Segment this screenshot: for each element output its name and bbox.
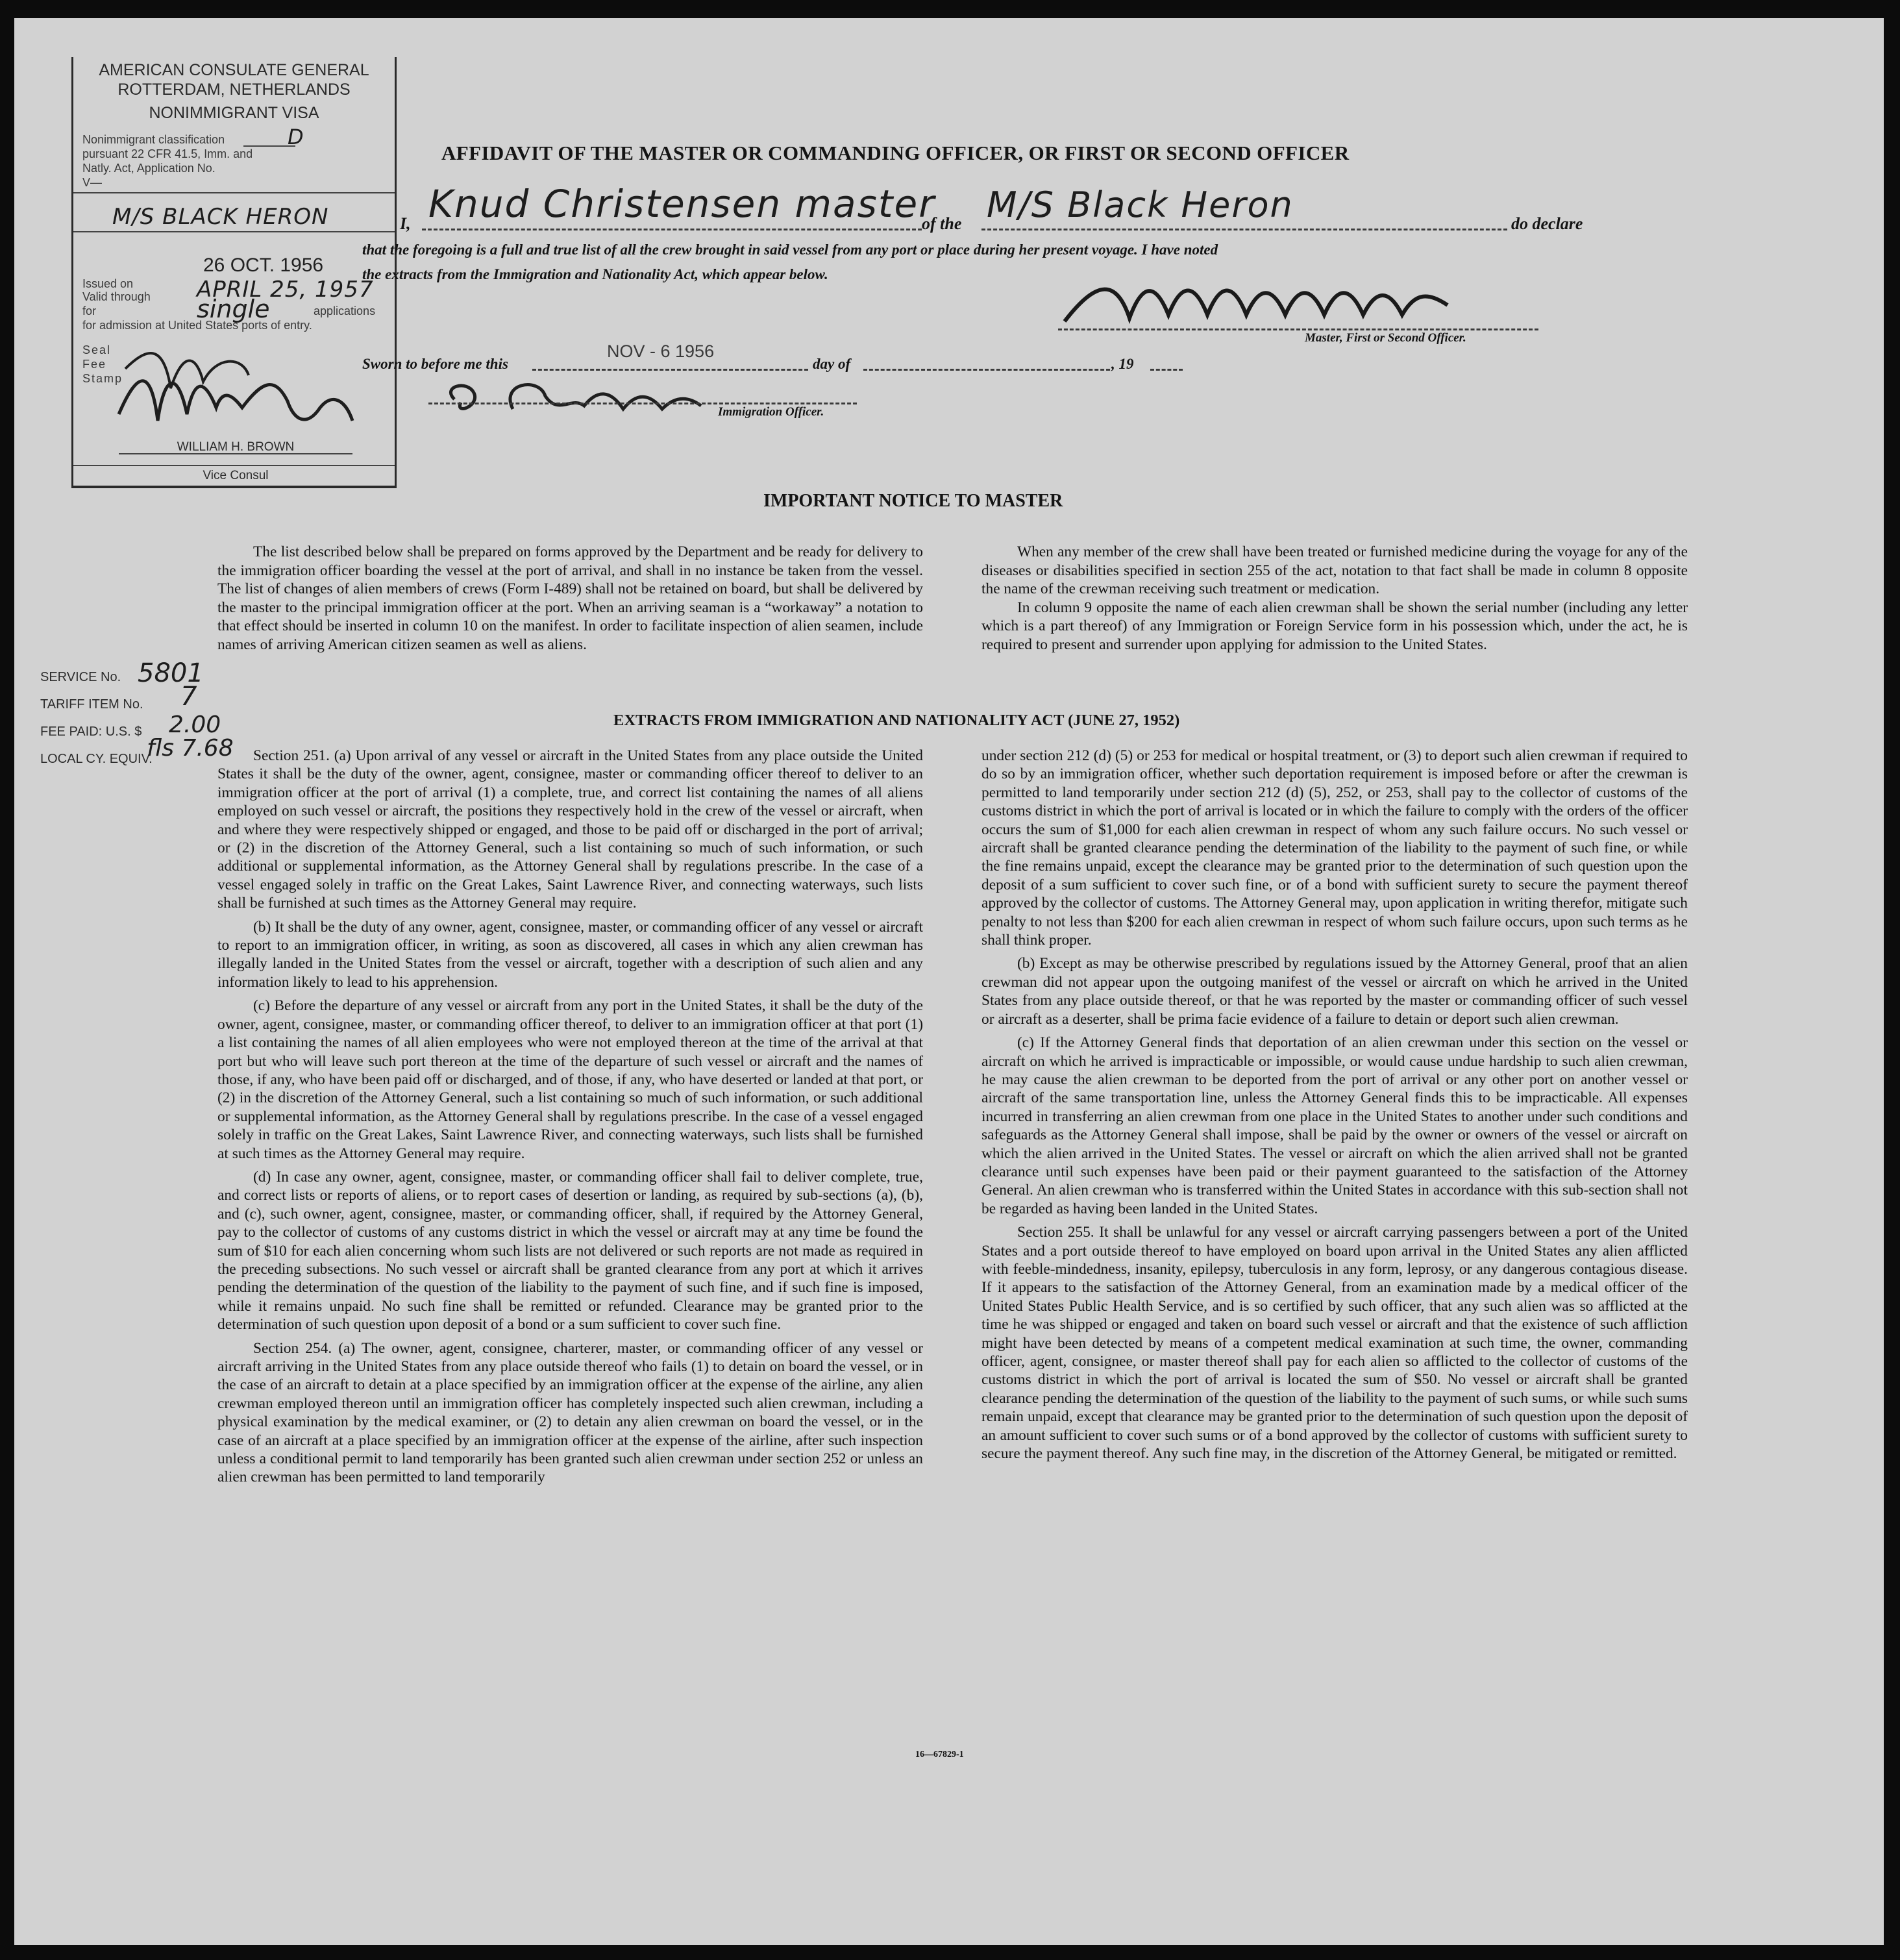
notice-right-paragraph-2: In column 9 opposite the name of each alien crewman shall be shown the serial number (including any letter which is a part thereof) of any Immigration or Foreign Service form in his possession which, under the act, he is required to present and surrender upon applying for admission to the United States. — [981, 599, 1688, 653]
extracts-heading: EXTRACTS FROM IMMIGRATION AND NATIONALITY ACT (JUNE 27, 1952) — [613, 712, 1180, 729]
stamp-consul-title: Vice Consul — [203, 469, 269, 482]
day-of-label: day of — [813, 356, 851, 372]
notice-left-column — [217, 543, 923, 654]
section-251-c: (c) Before the departure of any vessel or aircraft from any port in the United States, it shall be the duty of the owner, agent, consignee, master, or commanding officer thereof, to deliver to an immigration officer at that port (1) a list containing the names of all alien employees who were not employed thereon at the time of the arrival at that port but who will leave such port thereon at the time of the departure of such vessel or aircraft and the names of those, if any, who have been paid off or discharged, and of those, if any, who have deserted or landed at that port, or (2) in the discretion of the Attorney General, such a list containing so much of such information, or such additional or supplemental information, as the Attorney General shall by regulations prescribe. In the case of a vessel engaged solely in traffic on the Great Lakes, Saint Lawrence River, and connecting waterways, such lists shall be furnished at such times as the Attorney General may require. — [217, 997, 923, 1162]
stamp-vessel-name: M/S BLACK HERON — [112, 204, 329, 230]
stamp-consul-name: WILLIAM H. BROWN — [177, 440, 295, 454]
stamp-city-line: ROTTERDAM, NETHERLANDS — [117, 81, 351, 99]
affidavit-of-the: of the — [922, 214, 962, 233]
stamp-v-line: V— — [82, 176, 103, 189]
stamp-bottom-rule — [73, 465, 395, 466]
month-line — [863, 369, 1110, 371]
stamp-seal-label: Seal — [82, 343, 112, 356]
master-label: Master, First or Second Officer. — [1305, 331, 1466, 345]
consulate-visa-stamp — [71, 57, 397, 488]
declarant-line — [422, 229, 922, 230]
vessel-handwriting: M/S Black Heron — [987, 184, 1294, 225]
section-254-a-continued: under section 212 (d) (5) or 253 for medical or hospital treatment, or (3) to deport such alien crewman if required to do so by an immigration officer, whether such deportation requirement is imposed before or after the crewman is permitted to land temporarily under section 212 (d) (5), 252, or 253, shall pay to the collector of customs of the customs district in which the port of arrival is located or in which the failure to comply with the orders of the officer occurs the sum of $1,000 for each alien crewman in respect of whom any such failure occurs. No such vessel or aircraft shall be granted clearance pending the determination of the liability to the payment of such fine, or while the fine remains unpaid, except the clearance may be granted prior to the determination of such question upon the deposit of a sum sufficient to cover such fine, or of a bond with sufficient surety to secure the payment thereof approved by the collector of customs. The Attorney General may, upon application in writing therefor, mitigate such penalty to not less than $200 for each alien crewman in respect of whom such failure occurs, upon such terms as he shall think proper. — [981, 747, 1688, 949]
notice-right-column — [981, 543, 1688, 654]
year-line — [1150, 369, 1183, 371]
local-currency-label: LOCAL CY. EQUIV. — [40, 752, 153, 766]
stamp-vessel-rule — [73, 231, 395, 232]
stamp-for-value: single — [197, 295, 270, 323]
stamp-divider — [73, 192, 395, 193]
stamp-issued-label: Issued on — [82, 277, 134, 290]
local-currency-value: fls 7.68 — [147, 735, 234, 762]
stamp-pursuant-line: pursuant 22 CFR 41.5, Imm. and — [82, 147, 253, 160]
declarant-handwriting: Knud Christensen master — [428, 182, 936, 226]
affidavit-do-declare: do declare — [1511, 214, 1583, 233]
stamp-stamp-label: Stamp — [82, 372, 123, 385]
master-signature — [1058, 266, 1461, 338]
section-251-b: (b) It shall be the duty of any owner, agent, consignee, master, or commanding officer of any vessel or aircraft to report to an immigration officer, in writing, as soon as discovered, all cases in which any alien crewman has illegally landed in the United States from the vessel or aircraft, together with a description of such alien and any information likely to lead to his apprehension. — [217, 918, 923, 991]
stamp-classification-label: Nonimmigrant classification — [82, 133, 225, 146]
vessel-line — [981, 229, 1507, 230]
stamp-visa-type: NONIMMIGRANT VISA — [149, 104, 319, 122]
section-251-d: (d) In case any owner, agent, consignee, master, or commanding officer shall fail to deliver complete, true, and correct lists or reports of aliens, or to report cases of desertion or landing, as required by sub-sections (a), (b), and (c), such owner, agent, consignee, master, or commanding officer, shall, if required by the Attorney General, pay to the collector of customs of any customs district in which the vessel or aircraft may at any time be found the sum of $10 for each alien concerning whom such lists are not delivered or such reports are not made as required in the preceding subsections. No such vessel or aircraft shall be granted clearance from any port at which it arrives pending the determination of the question of the liability to the payment of such fine, and if such fine is imposed, while it remains unpaid. No such fine shall be remitted or refunded. Clearance may be granted prior to the determination of such question upon deposit of a bond or a sum sufficient to cover such fine. — [217, 1168, 923, 1334]
tariff-item-value: 7 — [180, 682, 197, 712]
stamp-applications-label: applications — [314, 304, 376, 317]
stamp-classification-value: D — [288, 125, 304, 149]
immigration-officer-signature — [428, 370, 727, 428]
section-251-a: Section 251. (a) Upon arrival of any vessel or aircraft in the United States from any place outside the United States it shall be the duty of the owner, agent, consignee, master or commanding officer thereof to deliver to an immigration officer at the port of arrival (1) a complete, true, and correct list containing the names of all aliens employed on such vessel or aircraft, the positions they respectively hold in the crew of the vessel or aircraft, when and where they were respectively shipped or engaged, and those to be paid off or discharged in the port of arrival; or (2) in the discretion of the Attorney General, such a list containing so much of such information, or such additional or supplemental information, as the Attorney General shall by regulations prescribe. In the case of a vessel engaged solely in traffic on the Great Lakes, Saint Lawrence River, and connecting waterways, such lists shall be furnished at such times as the Attorney General may require. — [217, 747, 923, 912]
section-254-c: (c) If the Attorney General finds that deportation of an alien crewman under this section on the vessel or aircraft on which he arrived is impracticable or impossible, or would cause undue hardship to such alien crewman, he may cause the alien crewman to be deported from the port of arrival or any other port on another vessel or aircraft of the same transportation line, unless the Attorney General finds this to be impracticable. All expenses incurred in transferring an alien crewman from one place in the United States to another under such conditions and safeguards as the Attorney General shall impose, shall be paid by the owner or owners of the vessel or aircraft on which the alien arrived in the United States. The vessel or aircraft on which the alien arrived shall not be granted clearance until such expenses have been paid or their payment guaranteed to the satisfaction of the Attorney General. An alien crewman who is transferred within the United States in accordance with this sub-section shall not be regarded as having been landed in the United States. — [981, 1034, 1688, 1217]
notice-left-paragraph: The list described below shall be prepared on forms approved by the Department and be ready for delivery to the immigration officer boarding the vessel at the port of arrival, and shall in no instance be taken from the vessel. The list of changes of alien members of crews (Form I-489) shall not be retained on board, but shall be delivered by the master to the principal immigration officer at the port. When an arriving seaman is a “workaway” a notation to that effect should be inserted in column 10 on the manifest. In order to facilitate inspection of alien seamen, include names of arriving American citizen seamen as well as aliens. — [217, 543, 923, 653]
service-number-label: SERVICE No. — [40, 670, 121, 684]
stamp-admission-line: for admission at United States ports of entry. — [82, 319, 312, 332]
tariff-item-label: TARIFF ITEM No. — [40, 697, 143, 712]
fee-paid-label: FEE PAID: U.S. $ — [40, 725, 142, 739]
year-prefix: , 19 — [1111, 356, 1134, 372]
affidavit-i-label: I, — [400, 214, 411, 233]
section-254-a: Section 254. (a) The owner, agent, consignee, charterer, master, or commanding officer of any vessel or aircraft arriving in the United States from any place outside thereof who fails (1) to detain on board the vessel, or in the case of an aircraft to detain at a place specified by an immigration officer at the expense of the airline, any alien crewman employed thereon until an immigration officer has completely inspected such alien crewman, including a physical examination by the medical examiner, or (2) to detain any alien crewman on board the vessel, or in the case of an aircraft at a place specified by an immigration officer at the expense of the airline, after such inspection unless a conditional permit to land temporarily has been granted such alien crewman under section 252 or unless an alien crewman has been permitted to land temporarily — [217, 1339, 923, 1486]
stamp-issued-date: 26 OCT. 1956 — [203, 254, 324, 276]
extracts-right-column — [981, 747, 1688, 1468]
master-signature-line — [1058, 329, 1538, 330]
stamp-for-label: for — [82, 304, 97, 317]
notice-heading: IMPORTANT NOTICE TO MASTER — [763, 491, 1063, 511]
section-254-b: (b) Except as may be otherwise prescribed by regulations issued by the Attorney General, proof that an alien crewman did not appear upon the outgoing manifest of the vessel or aircraft on which he arrived in the United States from any place outside thereof, or that he was reported by the master or commanding officer of such vessel or aircraft as a deserter, shall be prima facie evidence of a failure to detain or deport such alien crewman. — [981, 955, 1688, 1028]
immigration-officer-line — [428, 403, 857, 404]
service-number-value: 5801 — [138, 658, 204, 688]
affidavit-extracts-line: the extracts from the Immigration and Nationality Act, which appear below. — [362, 266, 828, 282]
stamp-fee-label: Fee — [82, 358, 107, 371]
section-255: Section 255. It shall be unlawful for any vessel or aircraft carrying passengers between a port of the United States and a port outside thereof to have employed on board upon arrival in the United States any alien afflicted with feeble-mindedness, insanity, epilepsy, tuberculosis in any form, leprosy, or any dangerous contagious disease. If it appears to the satisfaction of the Attorney General, from an examination made by a medical officer of the United States Public Health Service, and is so certified by such officer, that any such alien was so afflicted at the time he was shipped or engaged and taken on board such vessel or aircraft and that the existence of such affliction might have been detected by means of a competent medical examination at such time, the owner, commanding officer, agent, consignee, or master thereof shall pay for each alien so afflicted to the collector of customs of the customs district in which the port of arrival is located the sum of $50. No vessel or aircraft shall be granted clearance pending the determination of the question of the liability to the payment of such sums, or while such sums remain unpaid, except that clearance may be granted prior to the determination of such question upon the deposit of an amount sufficient to cover such sums or of a bond approved by the collector of customs with sufficient surety to secure the payment thereof. Any such fine may, in the discretion of the Attorney General, be mitigated or remitted. — [981, 1224, 1688, 1463]
sworn-label: Sworn to before me this — [362, 356, 508, 372]
extracts-left-column — [217, 747, 923, 1492]
immigration-officer-label: Immigration Officer. — [718, 405, 824, 419]
affidavit-statement-line: that the foregoing is a full and true list of all the crew brought in said vessel from any port or place during her present voyage. I have noted — [362, 242, 1218, 258]
form-code: 16—67829-1 — [915, 1750, 964, 1759]
stamp-valid-value: APRIL 25, 1957 — [197, 277, 374, 303]
sworn-date-stamp: NOV - 6 1956 — [607, 341, 715, 361]
notice-right-paragraph-1: When any member of the crew shall have been treated or furnished medicine during the voyage for any of the diseases or disabilities specified in section 255 of the act, notation to that fact shall be made in column 8 opposite the name of the crewman receiving such treatment or medication. — [981, 543, 1688, 597]
fee-paid-value: 2.00 — [169, 712, 221, 738]
stamp-act-line: Natly. Act, Application No. — [82, 162, 216, 175]
stamp-consulate-line: AMERICAN CONSULATE GENERAL — [99, 61, 369, 79]
stamp-valid-label: Valid through — [82, 290, 151, 303]
affidavit-title: AFFIDAVIT OF THE MASTER OR COMMANDING OFFICER, OR FIRST OR SECOND OFFICER — [441, 142, 1350, 164]
